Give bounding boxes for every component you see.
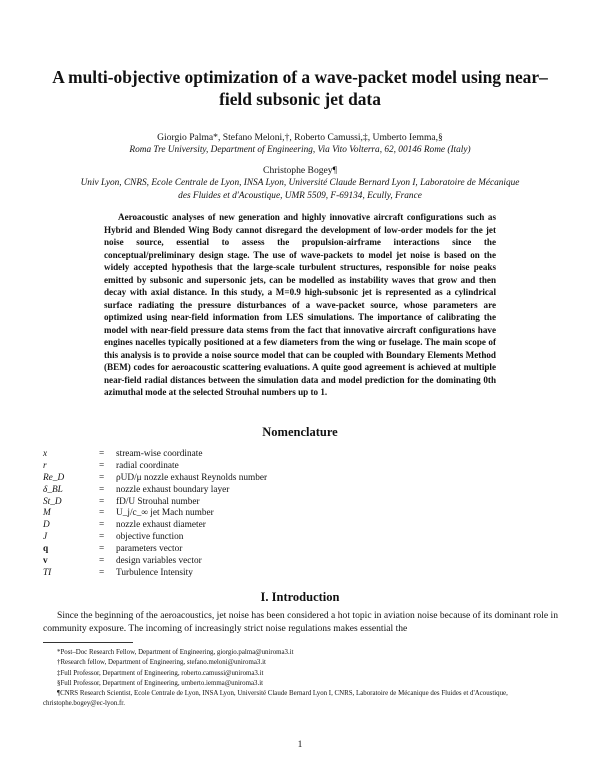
nomenclature-row <box>43 556 267 568</box>
affiliation-lyon-line2: des Fluides et d'Acoustique, UMR 5509, F-69134, Ecully, France <box>178 190 422 201</box>
nomenclature-equals: = <box>99 532 105 543</box>
nomenclature-equals: = <box>99 484 105 495</box>
paper-title: A multi-objective optimization of a wave-packet model using near–field subsonic jet data <box>52 67 548 109</box>
nomenclature-symbol: Re_D <box>43 472 65 483</box>
nomenclature-symbol: δ_BL <box>43 484 63 495</box>
nomenclature-definition: objective function <box>116 532 184 543</box>
nomenclature-definition: Turbulence Intensity <box>116 567 193 578</box>
nomenclature-row <box>43 532 267 544</box>
nomenclature-symbol: D <box>43 520 50 531</box>
nomenclature-symbol: J <box>43 532 48 543</box>
affiliation-lyon-line1: Univ Lyon, CNRS, Ecole Centrale de Lyon, INSA Lyon, Université Claude Bernard Lyon I, Laboratoire de Mécanique <box>80 178 520 188</box>
nomenclature-row <box>43 449 267 461</box>
nomenclature-definition: ρUD/μ nozzle exhaust Reynolds number <box>116 472 268 483</box>
nomenclature-definition: nozzle exhaust diameter <box>116 520 206 531</box>
second-author: Christophe Bogey¶ <box>263 165 337 176</box>
nomenclature-symbol: v <box>43 556 48 567</box>
nomenclature-row <box>43 461 267 473</box>
footnote: §Full Professor, Department of Engineering, umberto.iemma@uniroma3.it <box>57 679 264 687</box>
nomenclature-row <box>43 520 267 532</box>
nomenclature-equals: = <box>99 544 105 555</box>
nomenclature-equals: = <box>99 567 105 578</box>
nomenclature-symbol: TI <box>43 567 52 578</box>
nomenclature-definition: stream-wise coordinate <box>116 449 203 459</box>
nomenclature-symbol: St_D <box>43 496 62 507</box>
footnote: †Research fellow, Department of Engineering, stefano.meloni@uniroma3.it <box>57 659 266 667</box>
nomenclature-row <box>43 568 267 580</box>
affiliation-roma-tre: Roma Tre University, Department of Engineering, Via Vito Volterra, 62, 00146 Rome (Italy) <box>129 145 471 155</box>
abstract: Aeroacoustic analyses of new generation and highly innovative aircraft configurations such as Hybrid and Blended Wing Body cannot disregard the development of low-order models for the jet noise source, essential to assess the propulsion-airframe interactions since the conceptual/preliminary design stage. The use of wave-packets to model jet noise is based on the widely accepted hypothesis that the large-scale turbulent structures, responsible for noise peaks emitted by subsonic and supersonic jets, can be modelled as instability waves that grow and then decay with axial distance. In this study, a M=0.9 high-subsonic jet is represented as a cylindrical surface radiating the pressure disturbances of a wave-packet source, whose parameters are optimized using near-field information from LES simulations. The importance of calibrating the model with near-field pressure data stems from the fact that innovative aircraft configurations have engines nacelles typically positioned at a few diameters from the wing or fuselage. The main scope of this analysis is to provide a noise source model that can be coupled with Boundary Elements Method (BEM) codes for aeroacoustic scattering evaluations. A quite good agreement is achieved at multiple near-field radial distances between the simulation data and model prediction for the dominating 0th azimuthal mode at the selected Strouhal numbers up to 1. <box>104 212 496 397</box>
nomenclature-symbol: x <box>43 449 48 459</box>
nomenclature-equals: = <box>99 520 105 531</box>
nomenclature-equals: = <box>99 508 105 519</box>
introduction-heading: I. Introduction <box>260 590 340 604</box>
nomenclature-row <box>43 497 267 509</box>
nomenclature-definition: parameters vector <box>116 544 183 555</box>
nomenclature-row <box>43 485 267 497</box>
footnote: ‡Full Professor, Department of Engineering, roberto.camussi@uniroma3.it <box>57 669 264 677</box>
nomenclature-symbol: q <box>43 544 49 555</box>
footnotes <box>43 648 558 710</box>
author-list: Giorgio Palma*, Stefano Meloni,†, Roberto Camussi,‡, Umberto Iemma,§ <box>157 132 443 143</box>
page-number: 1 <box>297 740 303 750</box>
footnote: ¶CNRS Research Scientist, Ecole Centrale de Lyon, INSA Lyon, Université Claude Bernard Lyon I, CNRS, Laboratoire de Mécanique des Fluides et d'Acoustique, christophe.bogey@ec-lyon.fr. <box>43 690 508 708</box>
nomenclature-heading: Nomenclature <box>262 425 338 439</box>
nomenclature-row <box>43 544 267 556</box>
nomenclature-symbol: r <box>43 460 47 471</box>
nomenclature-definition: radial coordinate <box>116 460 179 471</box>
nomenclature-row <box>43 508 267 520</box>
nomenclature-equals: = <box>99 472 105 483</box>
nomenclature-equals: = <box>99 449 105 459</box>
nomenclature-equals: = <box>99 556 105 567</box>
footnote-separator <box>43 642 133 643</box>
nomenclature-definition: fD/U Strouhal number <box>116 496 200 507</box>
nomenclature-equals: = <box>99 496 105 507</box>
nomenclature-symbol: M <box>43 508 51 519</box>
nomenclature-list <box>43 449 267 580</box>
nomenclature-definition: U_j/c_∞ jet Mach number <box>116 508 214 519</box>
nomenclature-row <box>43 473 267 485</box>
nomenclature-definition: nozzle exhaust boundary layer <box>116 484 230 495</box>
introduction-text: Since the beginning of the aeroacoustics, jet noise has been considered a hot topic in aviation noise because of its dominant role in community exposure. The incoming of increasingly strict noise regulations makes essential the <box>43 610 558 634</box>
nomenclature-equals: = <box>99 460 105 471</box>
footnote: *Post–Doc Research Fellow, Department of Engineering, giorgio.palma@uniroma3.it <box>57 649 294 656</box>
nomenclature-definition: design variables vector <box>116 556 202 567</box>
